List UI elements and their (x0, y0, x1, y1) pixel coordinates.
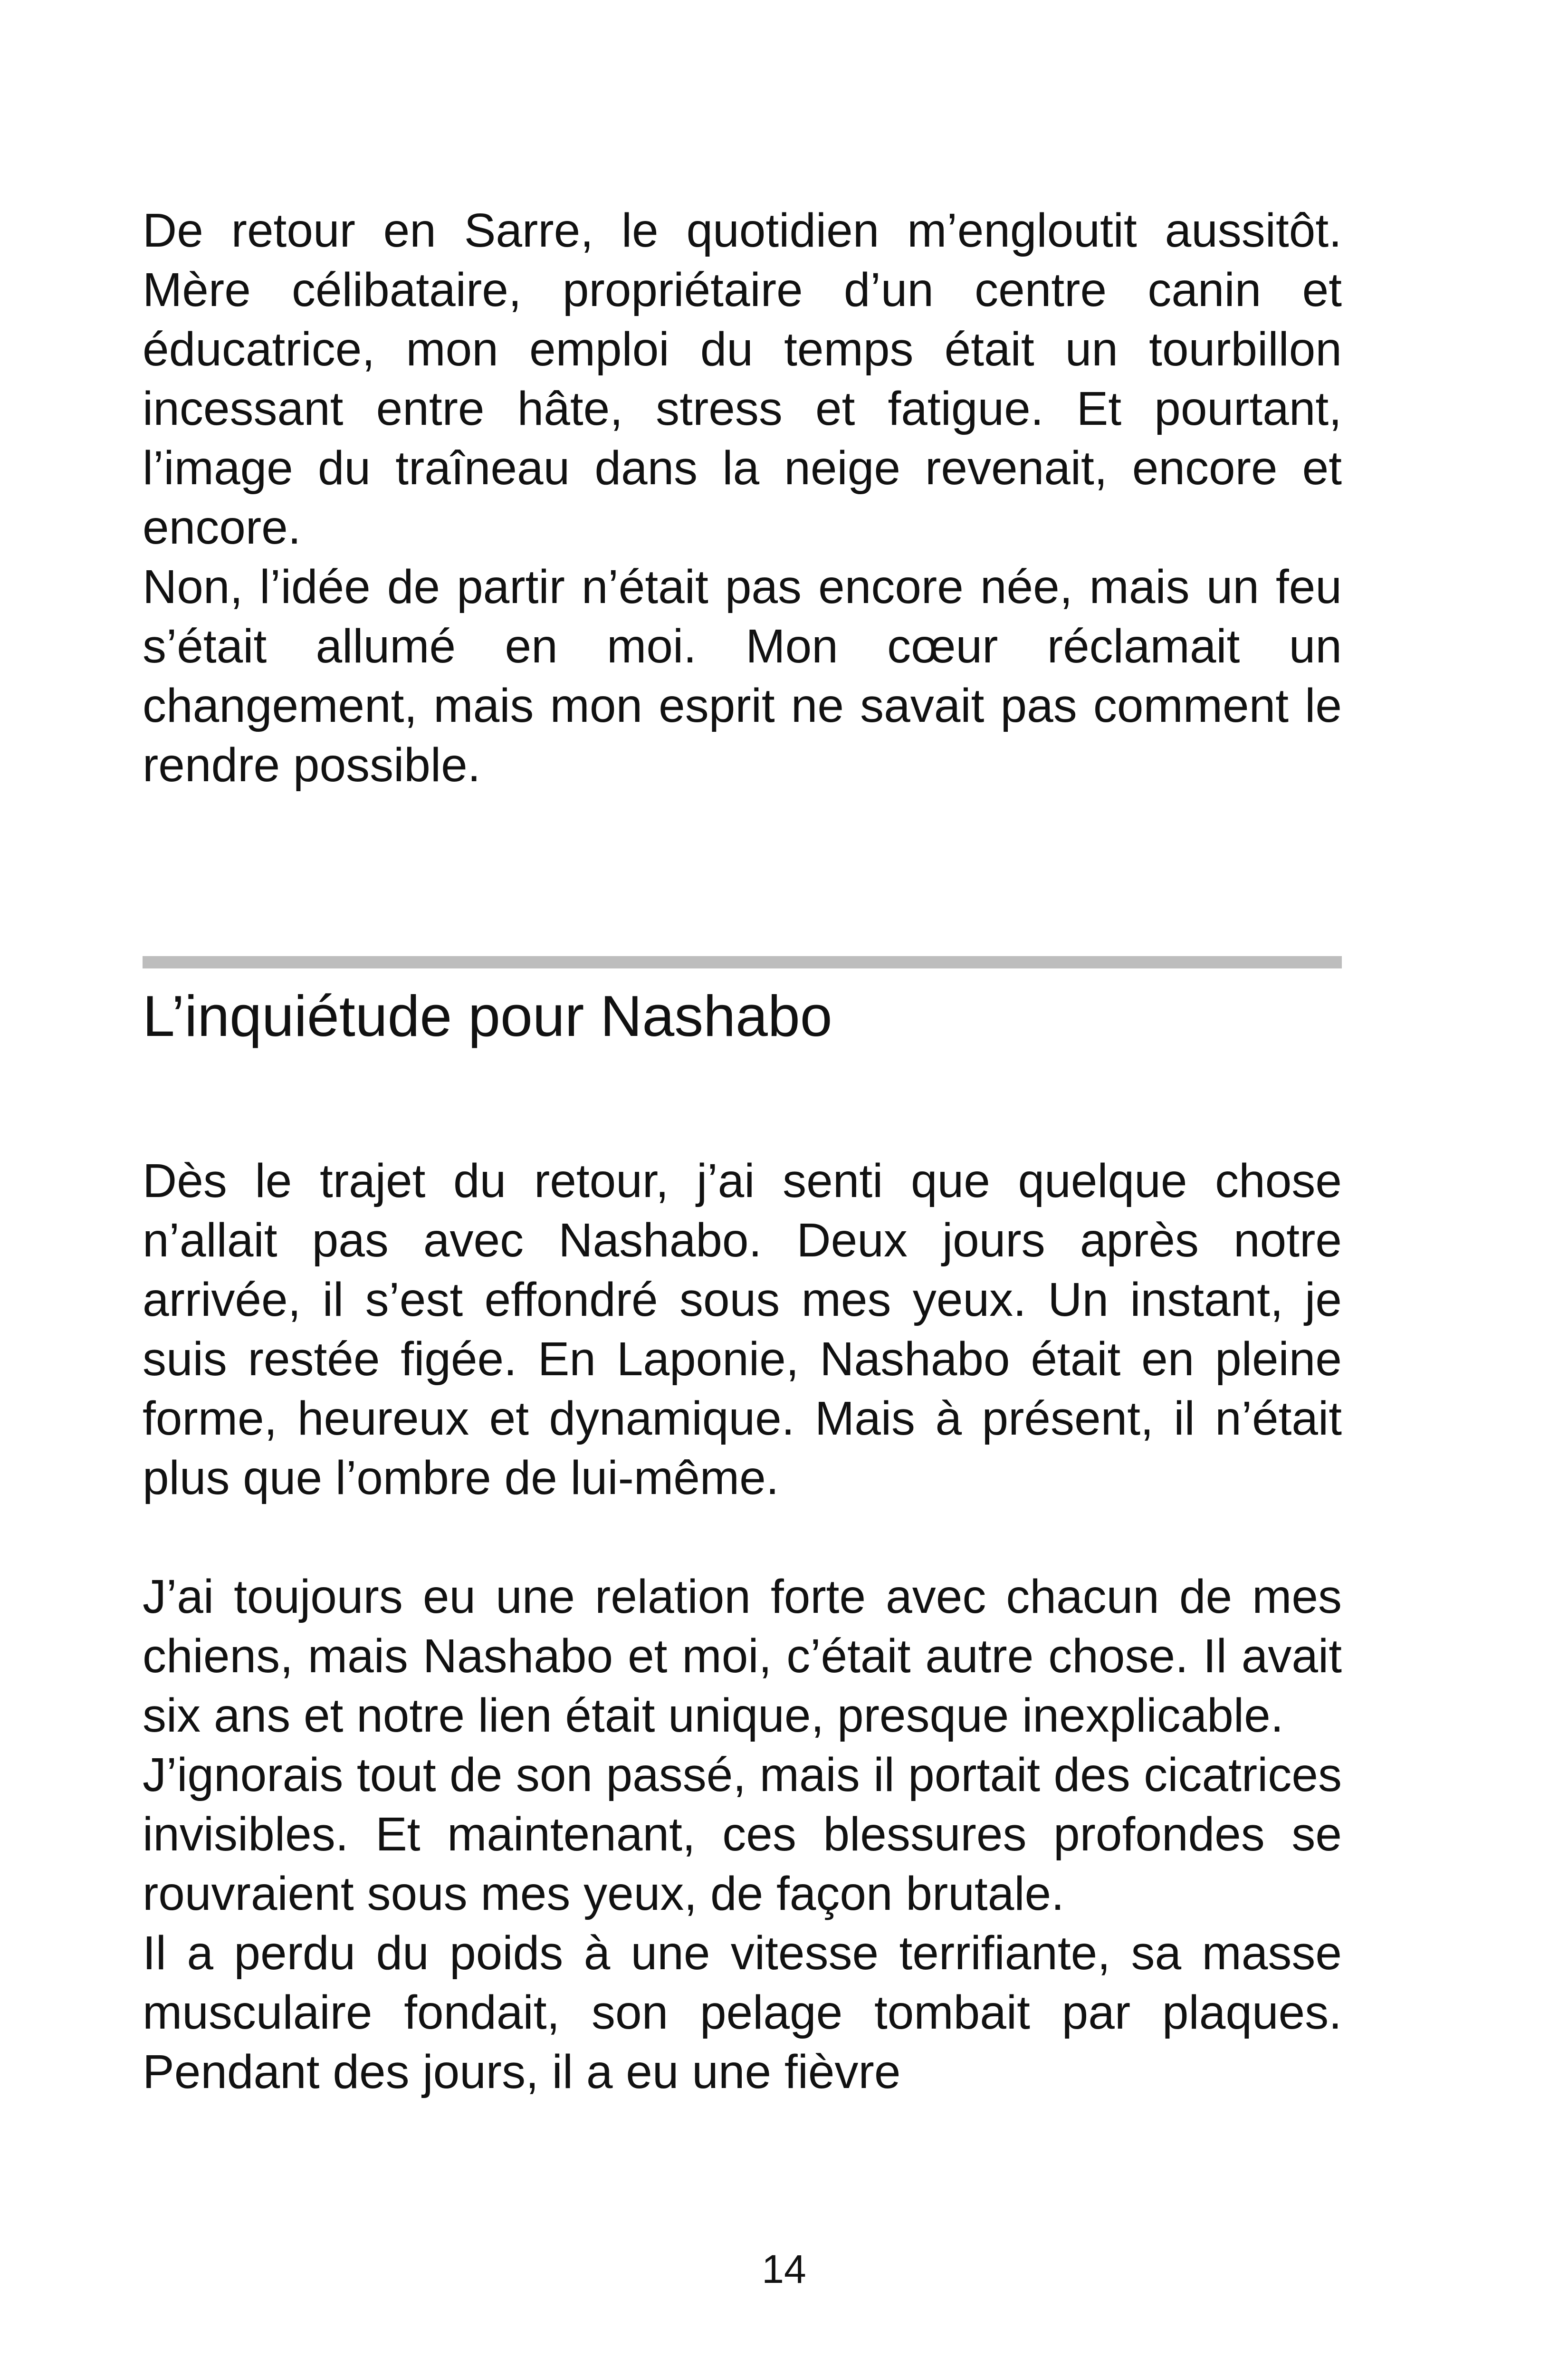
paragraph: Il a perdu du poids à une vitesse terrifiante, sa masse musculaire fondait, son pelage tombait par plaques. Pendant des jours, il a eu une fièvre (143, 1926, 1342, 2098)
opening-text-block (143, 201, 1342, 795)
paragraph: Non, l’idée de partir n’était pas encore née, mais un feu s’était allumé en moi. Mon cœur réclamait un changement, mais mon esprit ne savait pas comment le rendre possible. (143, 560, 1342, 792)
paragraph: J’ignorais tout de son passé, mais il portait des cicatrices invisibles. Et maintenant, ces blessures profondes se rouvraient sous mes yeux, de façon brutale. (143, 1748, 1342, 1920)
section-heading: L’inquiétude pour Nashabo (143, 984, 832, 1048)
paragraph: J’ai toujours eu une relation forte avec chacun de mes chiens, mais Nashabo et moi, c’était autre chose. Il avait six ans et notre lien était unique, presque inexplicable. (143, 1570, 1342, 1742)
paragraph-gap (143, 1508, 1342, 1567)
paragraph: De retour en Sarre, le quotidien m’engloutit aussitôt. Mère célibataire, propriétaire d’un centre canin et éducatrice, mon emploi du temps était un tourbillon incessant entre hâte, stress et fatigue. Et pourtant, l’image du traîneau dans la neige revenait, encore et encore. (143, 204, 1342, 554)
paragraph: Dès le trajet du retour, j’ai senti que quelque chose n’allait pas avec Nashabo. Deux jours après notre arrivée, il s’est effondré sous mes yeux. Un instant, je suis restée figée. En Laponie, Nashabo était en pleine forme, heureux et dynamique. Mais à présent, il n’était plus que l’ombre de lui-même. (143, 1154, 1342, 1504)
page-number: 14 (762, 2247, 806, 2291)
section-text-block (143, 1151, 1342, 2102)
section-divider (143, 956, 1342, 968)
